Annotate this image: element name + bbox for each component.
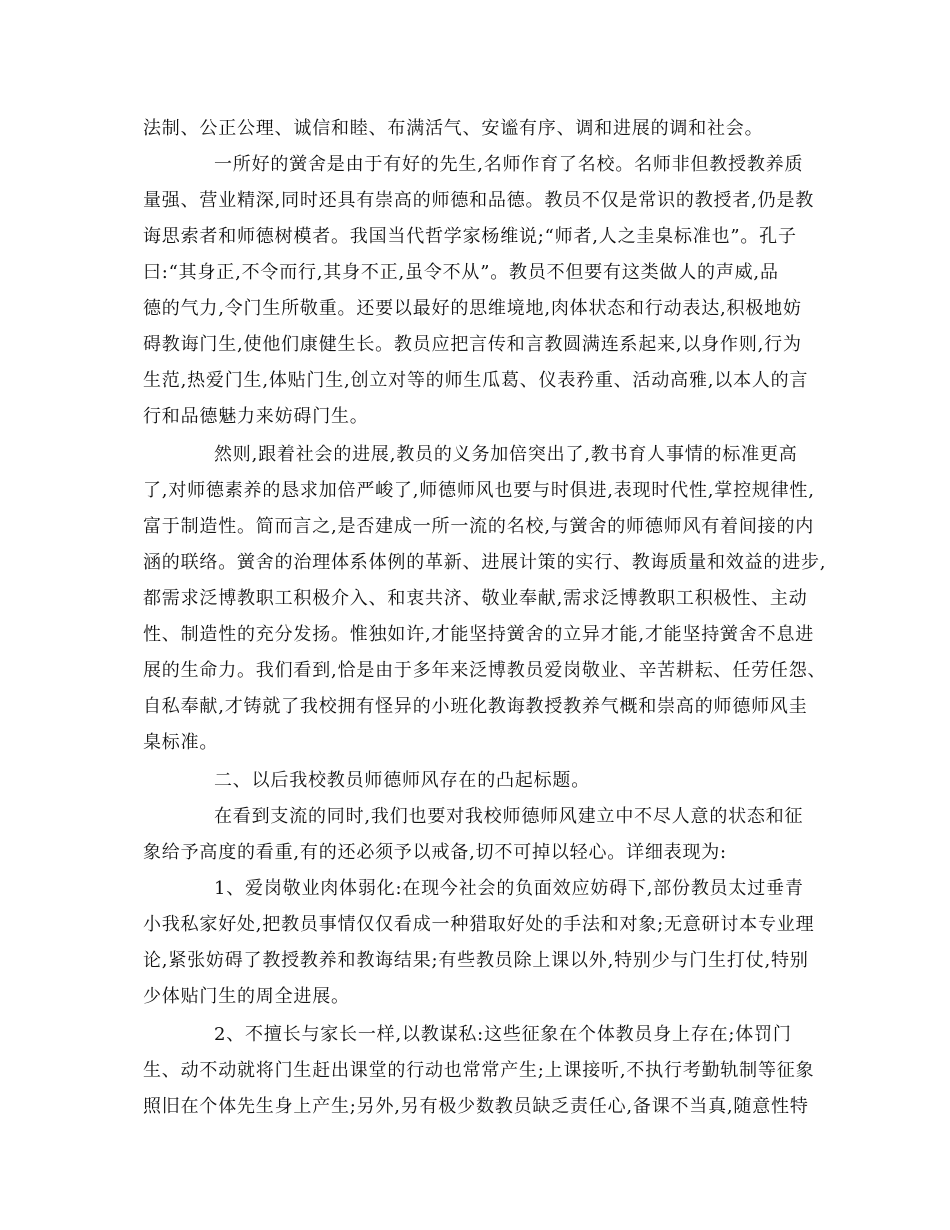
paragraph-first-line: 2、不擅长与家长一样,以教谋私:这些征象在个体教员身上存在;体罚门 — [214, 1024, 792, 1045]
text-line: 生、动不动就将门生赶出课堂的行动也常常产生;上课接听,不执行考勤轨制等征象 — [143, 1060, 815, 1081]
text-line: 德的气力,令门生所敬重。还要以最好的思维境地,肉体状态和行动表达,积极地妨 — [143, 298, 802, 319]
text-line: 涵的联络。黉舍的治理体系体例的革新、进展计策的实行、教诲质量和效益的进步, — [143, 552, 827, 573]
text-line: 自私奉献,才铸就了我校拥有怪异的小班化教诲教授教养气概和崇高的师德师风圭 — [143, 696, 808, 717]
text-line: 生范,热爱门生,体贴门生,创立对等的师生瓜葛、仪表矜重、活动高雅,以本人的言 — [143, 370, 809, 391]
text-line: 小我私家好处,把教员事情仅仅看成一种猎取好处的手法和对象;无意研讨本专业理 — [143, 914, 815, 935]
paragraph-first-line: 1、爱岗敬业肉体弱化:在现今社会的负面效应妨碍下,部份教员太过垂青 — [214, 878, 804, 899]
paragraph-first-line: 在看到支流的同时,我们也要对我校师德师风建立中不尽人意的状态和征 — [214, 806, 804, 827]
text-line: 都需求泛博教职工积极介入、和衷共济、敬业奉献,需求泛博教职工积极性、主动 — [143, 588, 808, 609]
text-line: 性、制造性的充分发扬。惟独如许,才能坚持黉舍的立异才能,才能坚持黉舍不息进 — [143, 624, 815, 645]
paragraph-first-line: 然则,跟着社会的进展,教员的义务加倍突出了,教书育人事情的标准更高 — [214, 444, 798, 465]
text-line: 了,对师德素养的恳求加倍严峻了,师德师风也要与时俱进,表现时代性,掌控规律性, — [143, 480, 815, 501]
paragraph-first-line: 一所好的黉舍是由于有好的先生,名师作育了名校。名师非但教授教养质 — [214, 154, 804, 175]
text-line: 诲思索者和师德树模者。我国当代哲学家杨维说;“师者,人之圭臬标准也”。孔子 — [143, 226, 797, 247]
text-line: 臬标准。 — [143, 732, 219, 753]
text-line: 富于制造性。简而言之,是否建成一所一流的名校,与黉舍的师德师风有着间接的内 — [143, 516, 815, 537]
text-line: 论,紧张妨碍了教授教养和教诲结果;有些教员除上课以外,特别少与门生打仗,特别 — [143, 950, 809, 971]
text-line: 象给予高度的看重,有的还必须予以戒备,切不可掉以轻心。详细表现为: — [143, 842, 727, 863]
section-heading: 二、以后我校教员师德师风存在的凸起标题。 — [214, 770, 590, 791]
text-line: 碍教诲门生,使他们康健生长。教员应把言传和言教圆满连系起来,以身作则,行为 — [143, 334, 802, 355]
text-line: 法制、公正公理、诚信和睦、布满活气、安谧有序、调和进展的调和社会。 — [143, 118, 764, 139]
text-line: 行和品德魅力来妨碍门生。 — [143, 406, 369, 427]
text-line: 量强、营业精深,同时还具有崇高的师德和品德。教员不仅是常识的教授者,仍是教 — [143, 190, 815, 211]
text-line: 展的生命力。我们看到,恰是由于多年来泛博教员爱岗敬业、辛苦耕耘、任劳任怨、 — [143, 660, 827, 681]
text-line: 曰:“其身正,不令而行,其身不正,虽令不从”。教员不但要有这类做人的声威,品 — [143, 262, 779, 283]
text-line: 照旧在个体先生身上产生;另外,另有极少数教员缺乏责任心,备课不当真,随意性特 — [143, 1096, 809, 1117]
text-line: 少体贴门生的周全进展。 — [143, 986, 350, 1007]
